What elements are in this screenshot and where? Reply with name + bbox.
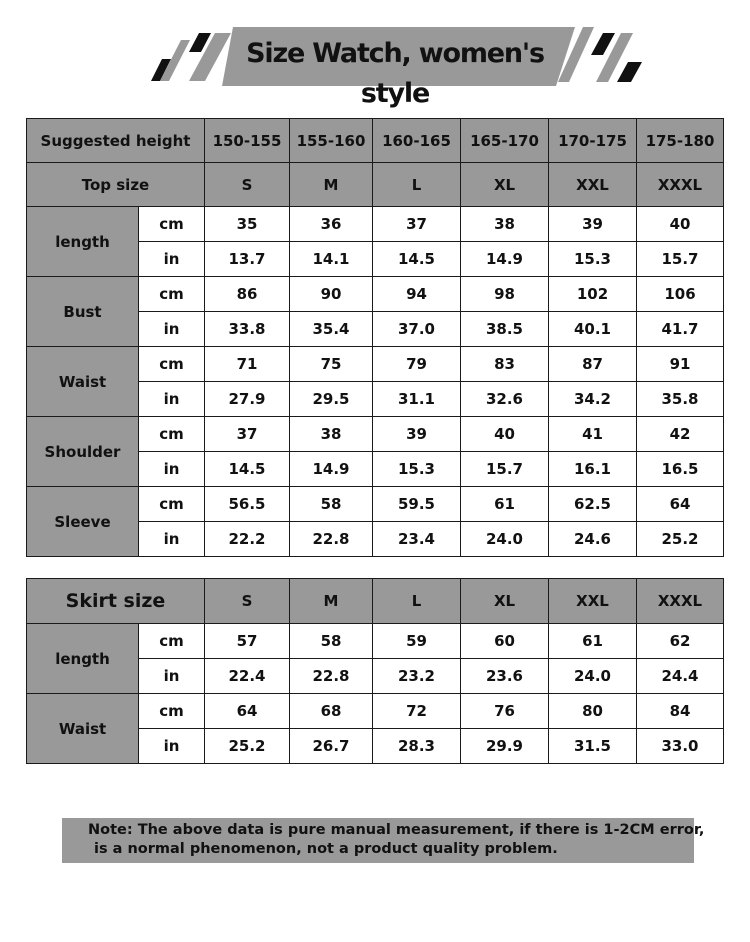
value-cell: 56.5 — [205, 487, 290, 522]
value-cell: 31.1 — [373, 382, 461, 417]
value-cell: 84 — [637, 694, 724, 729]
height-cell: 150-155 — [205, 119, 290, 163]
height-cell: 170-175 — [549, 119, 637, 163]
value-cell: 15.7 — [461, 452, 549, 487]
value-cell: 22.4 — [205, 659, 290, 694]
value-cell: 61 — [549, 624, 637, 659]
value-cell: 33.0 — [637, 729, 724, 764]
note-line-2: is a normal phenomenon, not a product quality problem. — [94, 841, 558, 857]
value-cell: 13.7 — [205, 242, 290, 277]
value-cell: 58 — [290, 487, 373, 522]
unit-label: in — [139, 452, 205, 487]
value-cell: 59 — [373, 624, 461, 659]
size-cell: XL — [461, 163, 549, 207]
height-row — [27, 119, 724, 163]
height-cell: 155-160 — [290, 119, 373, 163]
value-cell: 76 — [461, 694, 549, 729]
skirt-size-label: Skirt size — [27, 579, 205, 624]
note-line-1: Note: The above data is pure manual measurement, if there is 1-2CM error, — [88, 822, 705, 838]
value-cell: 87 — [549, 347, 637, 382]
value-cell: 79 — [373, 347, 461, 382]
size-cell: L — [373, 579, 461, 624]
value-cell: 27.9 — [205, 382, 290, 417]
title-banner — [0, 0, 750, 109]
table-row — [27, 487, 724, 522]
value-cell: 14.9 — [461, 242, 549, 277]
value-cell: 14.5 — [373, 242, 461, 277]
table-row — [27, 207, 724, 242]
value-cell: 37 — [373, 207, 461, 242]
value-cell: 22.2 — [205, 522, 290, 557]
size-cell: M — [290, 163, 373, 207]
top-size-label: Top size — [27, 163, 205, 207]
value-cell: 38 — [461, 207, 549, 242]
measure-label-waist: Waist — [27, 347, 139, 417]
table-row — [27, 347, 724, 382]
table-row — [27, 624, 724, 659]
measure-label-sleeve: Sleeve — [27, 487, 139, 557]
value-cell: 71 — [205, 347, 290, 382]
value-cell: 40 — [461, 417, 549, 452]
value-cell: 94 — [373, 277, 461, 312]
value-cell: 29.9 — [461, 729, 549, 764]
unit-label: in — [139, 312, 205, 347]
value-cell: 25.2 — [637, 522, 724, 557]
table-row — [27, 417, 724, 452]
size-cell: M — [290, 579, 373, 624]
unit-label: in — [139, 242, 205, 277]
value-cell: 86 — [205, 277, 290, 312]
unit-label: in — [139, 522, 205, 557]
size-cell: XXXL — [637, 163, 724, 207]
value-cell: 42 — [637, 417, 724, 452]
height-cell: 175-180 — [637, 119, 724, 163]
value-cell: 59.5 — [373, 487, 461, 522]
disclaimer-note — [62, 818, 705, 863]
value-cell: 24.4 — [637, 659, 724, 694]
size-cell: XXXL — [637, 579, 724, 624]
value-cell: 39 — [373, 417, 461, 452]
value-cell: 26.7 — [290, 729, 373, 764]
size-cell: XXL — [549, 163, 637, 207]
value-cell: 35.4 — [290, 312, 373, 347]
value-cell: 72 — [373, 694, 461, 729]
value-cell: 83 — [461, 347, 549, 382]
value-cell: 24.6 — [549, 522, 637, 557]
measure-label-bust: Bust — [27, 277, 139, 347]
unit-label: cm — [139, 624, 205, 659]
value-cell: 16.5 — [637, 452, 724, 487]
value-cell: 28.3 — [373, 729, 461, 764]
value-cell: 39 — [549, 207, 637, 242]
value-cell: 64 — [637, 487, 724, 522]
size-cell: XL — [461, 579, 549, 624]
measure-label-length: length — [27, 207, 139, 277]
value-cell: 68 — [290, 694, 373, 729]
value-cell: 90 — [290, 277, 373, 312]
measure-label-length: length — [27, 624, 139, 694]
value-cell: 32.6 — [461, 382, 549, 417]
value-cell: 75 — [290, 347, 373, 382]
table-row — [27, 277, 724, 312]
value-cell: 25.2 — [205, 729, 290, 764]
size-cell: L — [373, 163, 461, 207]
unit-label: in — [139, 382, 205, 417]
value-cell: 31.5 — [549, 729, 637, 764]
unit-label: cm — [139, 487, 205, 522]
value-cell: 35 — [205, 207, 290, 242]
value-cell: 62.5 — [549, 487, 637, 522]
value-cell: 58 — [290, 624, 373, 659]
unit-label: in — [139, 729, 205, 764]
value-cell: 15.3 — [373, 452, 461, 487]
measure-label-waist: Waist — [27, 694, 139, 764]
page-title: Size Watch, women's style — [246, 38, 544, 109]
value-cell: 14.1 — [290, 242, 373, 277]
height-cell: 165-170 — [461, 119, 549, 163]
value-cell: 61 — [461, 487, 549, 522]
value-cell: 40 — [637, 207, 724, 242]
value-cell: 15.3 — [549, 242, 637, 277]
value-cell: 33.8 — [205, 312, 290, 347]
value-cell: 23.6 — [461, 659, 549, 694]
value-cell: 37 — [205, 417, 290, 452]
value-cell: 38.5 — [461, 312, 549, 347]
size-cell: S — [205, 579, 290, 624]
value-cell: 41 — [549, 417, 637, 452]
height-cell: 160-165 — [373, 119, 461, 163]
skirt-size-table — [26, 578, 724, 764]
unit-label: cm — [139, 417, 205, 452]
table-row — [27, 694, 724, 729]
size-row — [27, 163, 724, 207]
value-cell: 36 — [290, 207, 373, 242]
value-cell: 22.8 — [290, 659, 373, 694]
unit-label: cm — [139, 694, 205, 729]
unit-label: in — [139, 659, 205, 694]
value-cell: 60 — [461, 624, 549, 659]
value-cell: 41.7 — [637, 312, 724, 347]
value-cell: 24.0 — [461, 522, 549, 557]
value-cell: 98 — [461, 277, 549, 312]
value-cell: 14.5 — [205, 452, 290, 487]
top-size-table — [26, 118, 724, 557]
value-cell: 91 — [637, 347, 724, 382]
value-cell: 64 — [205, 694, 290, 729]
value-cell: 23.4 — [373, 522, 461, 557]
value-cell: 102 — [549, 277, 637, 312]
value-cell: 29.5 — [290, 382, 373, 417]
value-cell: 16.1 — [549, 452, 637, 487]
value-cell: 14.9 — [290, 452, 373, 487]
value-cell: 24.0 — [549, 659, 637, 694]
value-cell: 23.2 — [373, 659, 461, 694]
measure-label-shoulder: Shoulder — [27, 417, 139, 487]
value-cell: 22.8 — [290, 522, 373, 557]
size-cell: S — [205, 163, 290, 207]
value-cell: 35.8 — [637, 382, 724, 417]
value-cell: 62 — [637, 624, 724, 659]
unit-label: cm — [139, 347, 205, 382]
size-row — [27, 579, 724, 624]
size-cell: XXL — [549, 579, 637, 624]
value-cell: 57 — [205, 624, 290, 659]
unit-label: cm — [139, 277, 205, 312]
value-cell: 106 — [637, 277, 724, 312]
value-cell: 40.1 — [549, 312, 637, 347]
value-cell: 34.2 — [549, 382, 637, 417]
value-cell: 38 — [290, 417, 373, 452]
value-cell: 80 — [549, 694, 637, 729]
unit-label: cm — [139, 207, 205, 242]
height-label: Suggested height — [27, 119, 205, 163]
value-cell: 15.7 — [637, 242, 724, 277]
value-cell: 37.0 — [373, 312, 461, 347]
